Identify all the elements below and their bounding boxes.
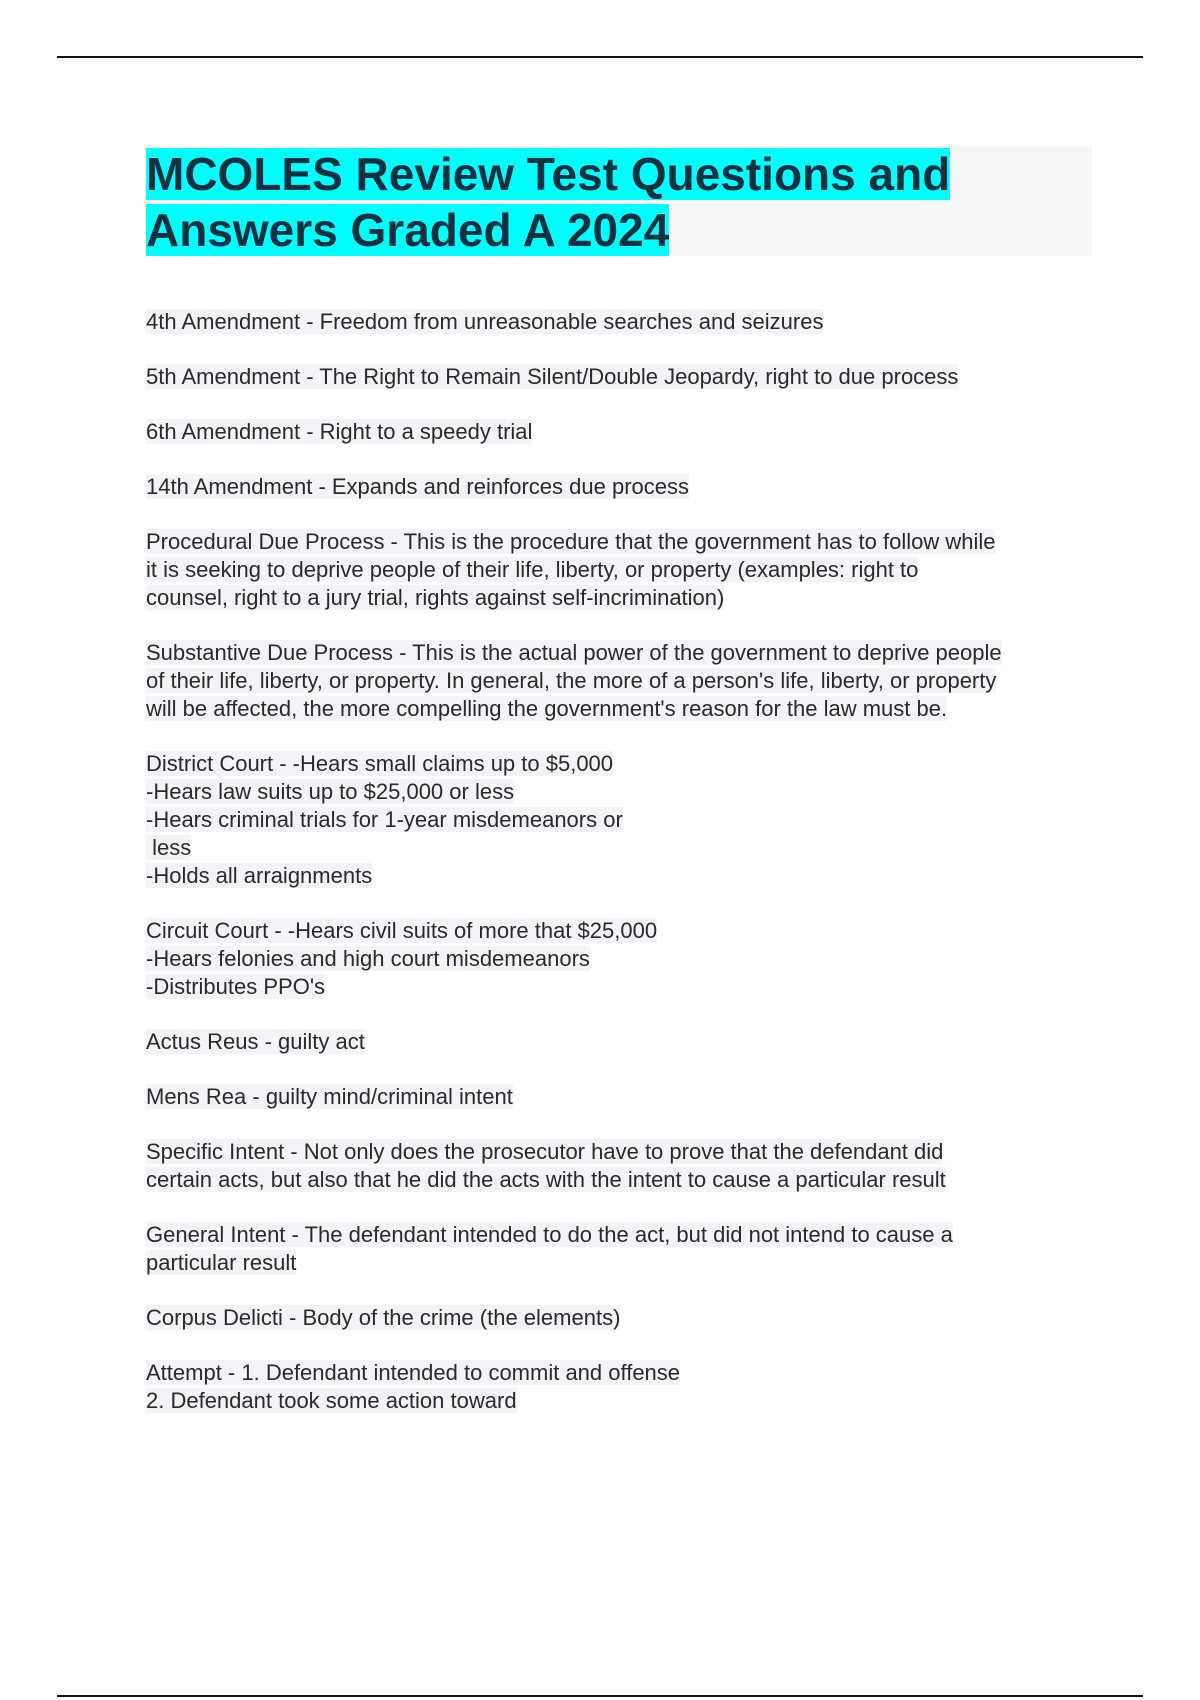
qa-entry-specific-intent: Specific Intent - Not only does the prosecutor have to prove that the defendant did certain acts, but also that he did the acts with the intent to cause a particular result xyxy=(146,1139,946,1192)
qa-entry-6th-amendment: 6th Amendment - Right to a speedy trial xyxy=(146,419,533,444)
qa-list xyxy=(146,308,1094,1415)
document-body xyxy=(146,146,1094,1442)
qa-entry-corpus-delicti: Corpus Delicti - Body of the crime (the elements) xyxy=(146,1305,621,1330)
qa-entry-actus-reus: Actus Reus - guilty act xyxy=(146,1029,365,1054)
bottom-rule xyxy=(57,1695,1143,1697)
qa-entry-district-court: District Court - -Hears small claims up to $5,000 -Hears law suits up to $25,000 or less -Hears criminal trials for 1-year misdemeanors or less -Holds all arraignments xyxy=(146,751,623,888)
qa-entry-attempt: Attempt - 1. Defendant intended to commit and offense 2. Defendant took some action toward xyxy=(146,1360,681,1413)
document-title-text: MCOLES Review Test Questions and Answers Graded A 2024 xyxy=(146,148,951,256)
top-rule xyxy=(57,56,1143,58)
qa-entry-general-intent: General Intent - The defendant intended to do the act, but did not intend to cause a particular result xyxy=(146,1222,953,1275)
document-title xyxy=(146,146,1092,258)
qa-entry-circuit-court: Circuit Court - -Hears civil suits of more that $25,000 -Hears felonies and high court misdemeanors -Distributes PPO's xyxy=(146,918,658,999)
qa-entry-4th-amendment: 4th Amendment - Freedom from unreasonable searches and seizures xyxy=(146,309,824,334)
qa-entry-substantive-due-process: Substantive Due Process - This is the actual power of the government to deprive people of their life, liberty, or property. In general, the more of a person's life, liberty, or property will be affected, the more compelling the government's reason for the law must be. xyxy=(146,640,1002,721)
qa-entry-procedural-due-process: Procedural Due Process - This is the procedure that the government has to follow while it is seeking to deprive people of their life, liberty, or property (examples: right to counsel, right to a jury trial, rights against self-incrimination) xyxy=(146,529,996,610)
qa-entry-mens-rea: Mens Rea - guilty mind/criminal intent xyxy=(146,1084,513,1109)
qa-entry-5th-amendment: 5th Amendment - The Right to Remain Silent/Double Jeopardy, right to due process xyxy=(146,364,959,389)
title-block xyxy=(146,146,1092,256)
qa-entry-14th-amendment: 14th Amendment - Expands and reinforces due process xyxy=(146,474,689,499)
